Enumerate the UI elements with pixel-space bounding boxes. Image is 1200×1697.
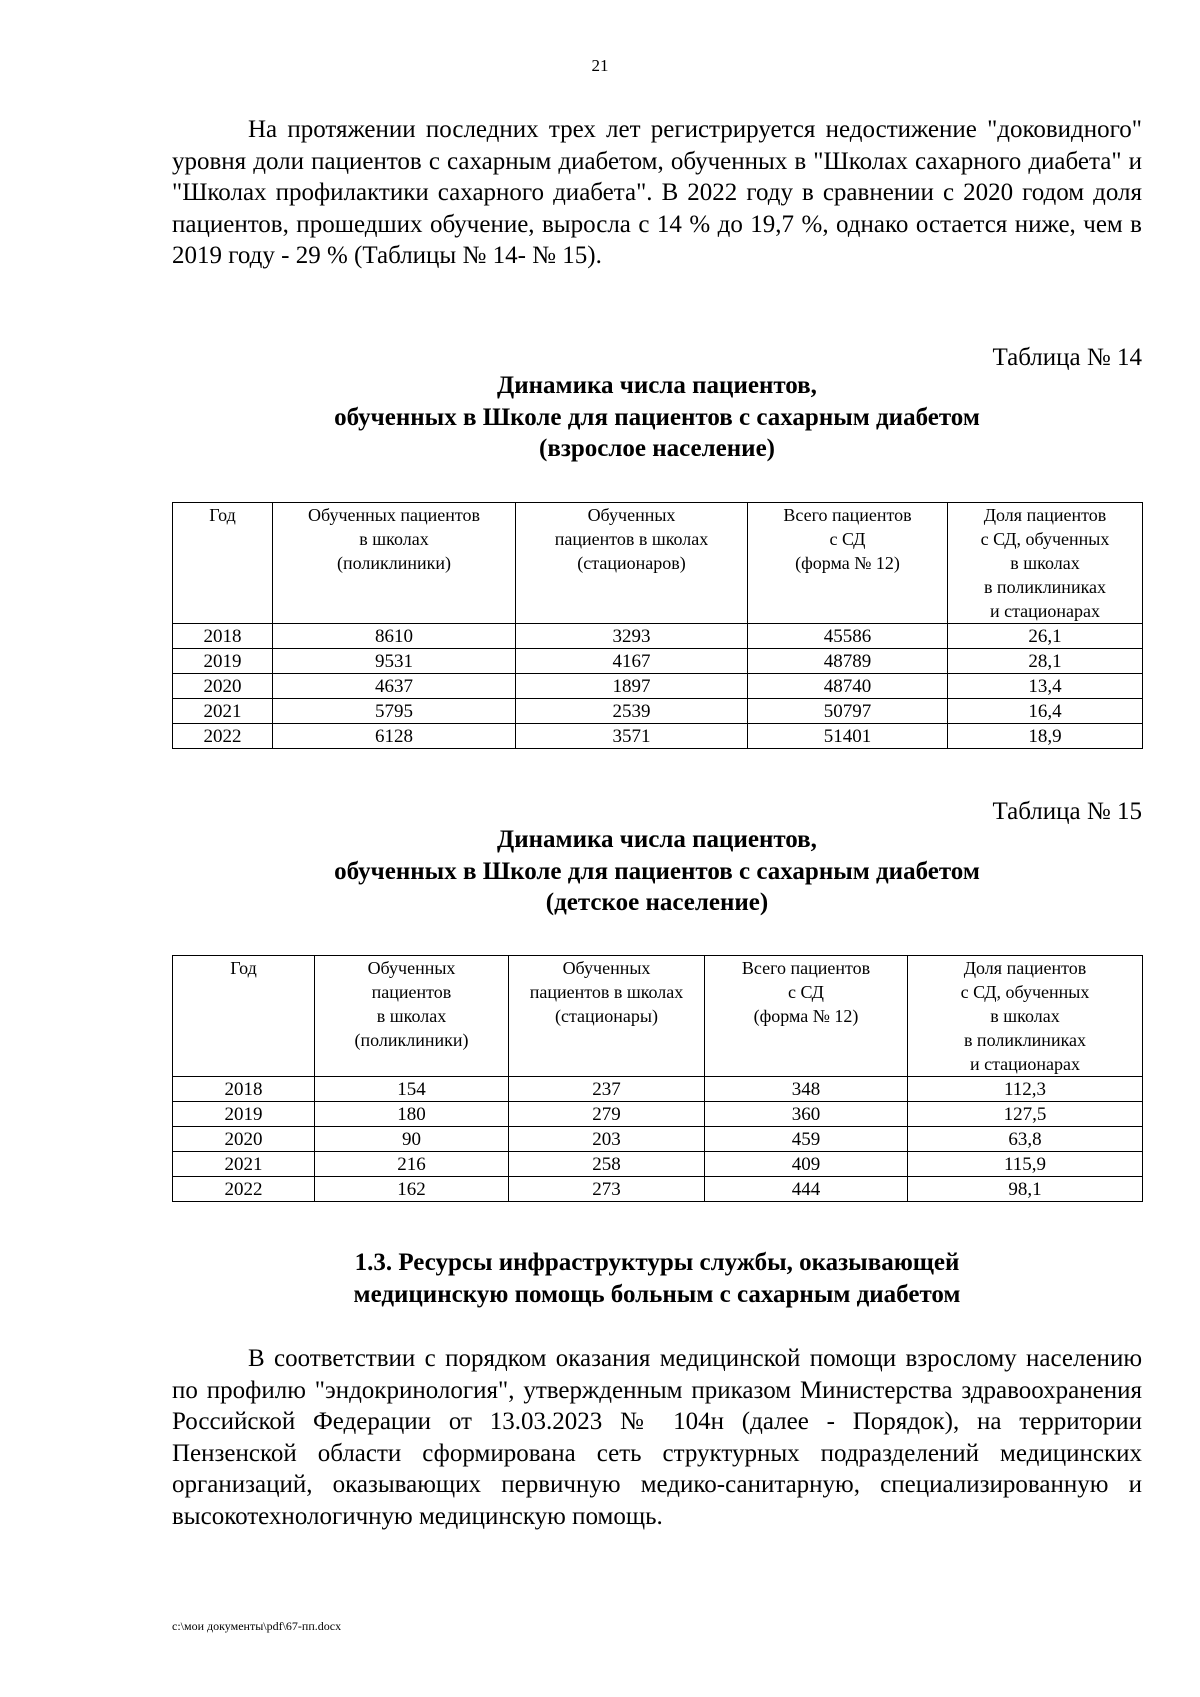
table14-column-header-line: (форма № 12) xyxy=(795,553,900,573)
table14-cell: 2020 xyxy=(173,674,273,699)
table14-cell: 8610 xyxy=(273,624,516,649)
table14-column-header xyxy=(748,503,948,624)
table14-title-line: обученных в Школе для пациентов с сахарным диабетом xyxy=(334,403,980,431)
table15-column-header-line: Обученных xyxy=(562,958,651,978)
table15-column-header-line: (поликлиники) xyxy=(354,1030,469,1050)
table15-title xyxy=(172,824,1142,919)
table15-cell: 90 xyxy=(315,1127,509,1152)
table15-title-line: Динамика числа пациентов, xyxy=(497,826,817,853)
table15-cell: 2019 xyxy=(173,1102,315,1127)
table14-row xyxy=(173,649,1143,674)
table15-column-header-line: Год xyxy=(230,958,257,978)
table14-cell: 4637 xyxy=(273,674,516,699)
table14-column-header-line: Обученных xyxy=(587,505,676,525)
table14-cell: 48789 xyxy=(748,649,948,674)
table15-cell: 459 xyxy=(705,1127,908,1152)
table14-column-header-line: Всего пациентов xyxy=(783,505,912,525)
table14-row xyxy=(173,674,1143,699)
table14-cell: 9531 xyxy=(273,649,516,674)
table15-column-header xyxy=(705,956,908,1077)
table14-cell: 2021 xyxy=(173,699,273,724)
table15-label: Таблица № 15 xyxy=(992,798,1142,825)
table15-cell: 348 xyxy=(705,1077,908,1102)
table15-header-row xyxy=(173,956,1143,1077)
table14-row xyxy=(173,624,1143,649)
table14-cell: 3571 xyxy=(516,724,748,749)
table15-cell: 115,9 xyxy=(908,1152,1143,1177)
table14-column-header-line: (стационаров) xyxy=(577,553,686,573)
table14-column-header xyxy=(516,503,748,624)
table14-column-header-line: и стационарах xyxy=(989,601,1101,621)
table14-row xyxy=(173,699,1143,724)
table15-column-header-line: с СД, обученных xyxy=(960,982,1090,1002)
table14-cell: 5795 xyxy=(273,699,516,724)
table14 xyxy=(172,502,1143,749)
table14-cell: 6128 xyxy=(273,724,516,749)
table14-cell: 16,4 xyxy=(948,699,1143,724)
table15-cell: 63,8 xyxy=(908,1127,1143,1152)
table15-cell: 127,5 xyxy=(908,1102,1143,1127)
table14-column-header-line: пациентов в школах xyxy=(554,529,709,549)
table15-column-header-line: (стационары) xyxy=(554,1006,659,1026)
table14-cell: 1897 xyxy=(516,674,748,699)
table15-column-header-line: (форма № 12) xyxy=(753,1006,859,1026)
table14-header-row xyxy=(173,503,1143,624)
table14-title xyxy=(172,370,1142,465)
table14-cell: 3293 xyxy=(516,624,748,649)
table14-cell: 50797 xyxy=(748,699,948,724)
table14-column-header-line: с СД, обученных xyxy=(980,529,1110,549)
table14-column-header-line: Доля пациентов xyxy=(983,505,1107,525)
table14-column-header-line: Обученных пациентов xyxy=(307,505,480,525)
table15-column-header-line: пациентов xyxy=(371,982,452,1002)
table15-row xyxy=(173,1102,1143,1127)
table14-cell: 13,4 xyxy=(948,674,1143,699)
table15-cell: 258 xyxy=(509,1152,705,1177)
table15-cell: 409 xyxy=(705,1152,908,1177)
table15-row xyxy=(173,1152,1143,1177)
table14-cell: 48740 xyxy=(748,674,948,699)
table15-column-header xyxy=(315,956,509,1077)
table14-column-header xyxy=(173,503,273,624)
section-title-line: 1.3. Ресурсы инфраструктуры службы, оказывающей xyxy=(354,1249,960,1276)
table15-column-header xyxy=(509,956,705,1077)
table14-cell: 26,1 xyxy=(948,624,1143,649)
table15-cell: 279 xyxy=(509,1102,705,1127)
table15-cell: 360 xyxy=(705,1102,908,1127)
table14-column-header-line: в школах xyxy=(359,529,429,549)
table15 xyxy=(172,955,1143,1202)
section-title-line: медицинскую помощь больным с сахарным диабетом xyxy=(353,1280,961,1308)
table15-cell: 273 xyxy=(509,1177,705,1202)
table14-column-header-line: в поликлиниках xyxy=(983,577,1107,597)
table14-column-header xyxy=(273,503,516,624)
table14-title-line: Динамика числа пациентов, xyxy=(497,372,817,399)
page-number: 21 xyxy=(591,56,609,75)
table15-cell: 203 xyxy=(509,1127,705,1152)
table14-cell: 2022 xyxy=(173,724,273,749)
table14-title-line: (взрослое население) xyxy=(539,435,775,462)
table15-title-line: обученных в Школе для пациентов с сахарным диабетом xyxy=(334,857,980,885)
table15-cell: 444 xyxy=(705,1177,908,1202)
table14-column-header-line: в школах xyxy=(1010,553,1080,573)
table14-cell: 45586 xyxy=(748,624,948,649)
table15-title-line: (детское население) xyxy=(545,889,769,916)
table15-cell: 180 xyxy=(315,1102,509,1127)
table15-cell: 2022 xyxy=(173,1177,315,1202)
table15-cell: 98,1 xyxy=(908,1177,1143,1202)
table15-cell: 216 xyxy=(315,1152,509,1177)
table15-cell: 162 xyxy=(315,1177,509,1202)
table14-column-header xyxy=(948,503,1143,624)
table15-column-header-line: Доля пациентов xyxy=(963,958,1087,978)
table15-column-header xyxy=(908,956,1143,1077)
intro-paragraph: На протяжении последних трех лет регистрируется недостижение "доковидного" уровня доли пациентов с сахарным диабетом, обученных в "Школах сахарного диабета" и "Школах профилактики сахарного диабета". В 2022 году в сравнении с 2020 годом доля пациентов, прошедших обучение, выросла с 14 % до 19,7 %, однако остается ниже, чем в 2019 году - 29 % (Таблицы № 14- № 15). xyxy=(172,116,1142,269)
table15-column-header-line: и стационарах xyxy=(969,1054,1081,1074)
table14-cell: 51401 xyxy=(748,724,948,749)
table15-cell: 2020 xyxy=(173,1127,315,1152)
footer-file-path: c:\мои документы\pdf\67-пп.docx xyxy=(172,1619,342,1633)
table15-row xyxy=(173,1077,1143,1102)
table14-cell: 18,9 xyxy=(948,724,1143,749)
table14-column-header-line: (поликлиники) xyxy=(336,553,451,573)
table15-column-header-line: в школах xyxy=(376,1006,447,1026)
table15-column-header-line: с СД xyxy=(788,982,824,1002)
table15-cell: 154 xyxy=(315,1077,509,1102)
table14-column-header-line: с СД xyxy=(829,529,866,549)
table15-column-header xyxy=(173,956,315,1077)
table14-cell: 4167 xyxy=(516,649,748,674)
table15-cell: 2018 xyxy=(173,1077,315,1102)
table15-row xyxy=(173,1127,1143,1152)
section-title xyxy=(172,1247,1142,1310)
table15-column-header-line: Обученных xyxy=(367,958,456,978)
table14-cell: 2019 xyxy=(173,649,273,674)
table14-label: Таблица № 14 xyxy=(992,344,1142,371)
table15-column-header-line: в школах xyxy=(990,1006,1060,1026)
section-paragraph: В соответствии с порядком оказания медицинской помощи взрослому населению по профилю "эндокринология", утвержденным приказом Министерства здравоохранения Российской Федерации от 13.03.2023 № 104н (далее - Порядок), на территории Пензенской области сформирована сеть структурных подразделений медицинских организаций, оказывающих первичную медико-санитарную, специализированную и высокотехнологичную медицинскую помощь. xyxy=(172,1345,1142,1530)
table14-cell: 2539 xyxy=(516,699,748,724)
table15-cell: 2021 xyxy=(173,1152,315,1177)
table15-column-header-line: в поликлиниках xyxy=(963,1030,1087,1050)
table15-row xyxy=(173,1177,1143,1202)
table15-cell: 237 xyxy=(509,1077,705,1102)
table14-cell: 2018 xyxy=(173,624,273,649)
table14-cell: 28,1 xyxy=(948,649,1143,674)
table14-row xyxy=(173,724,1143,749)
table15-cell: 112,3 xyxy=(908,1077,1143,1102)
table15-column-header-line: Всего пациентов xyxy=(741,958,871,978)
table15-column-header-line: пациентов в школах xyxy=(529,982,684,1002)
table14-column-header-line: Год xyxy=(209,505,236,525)
